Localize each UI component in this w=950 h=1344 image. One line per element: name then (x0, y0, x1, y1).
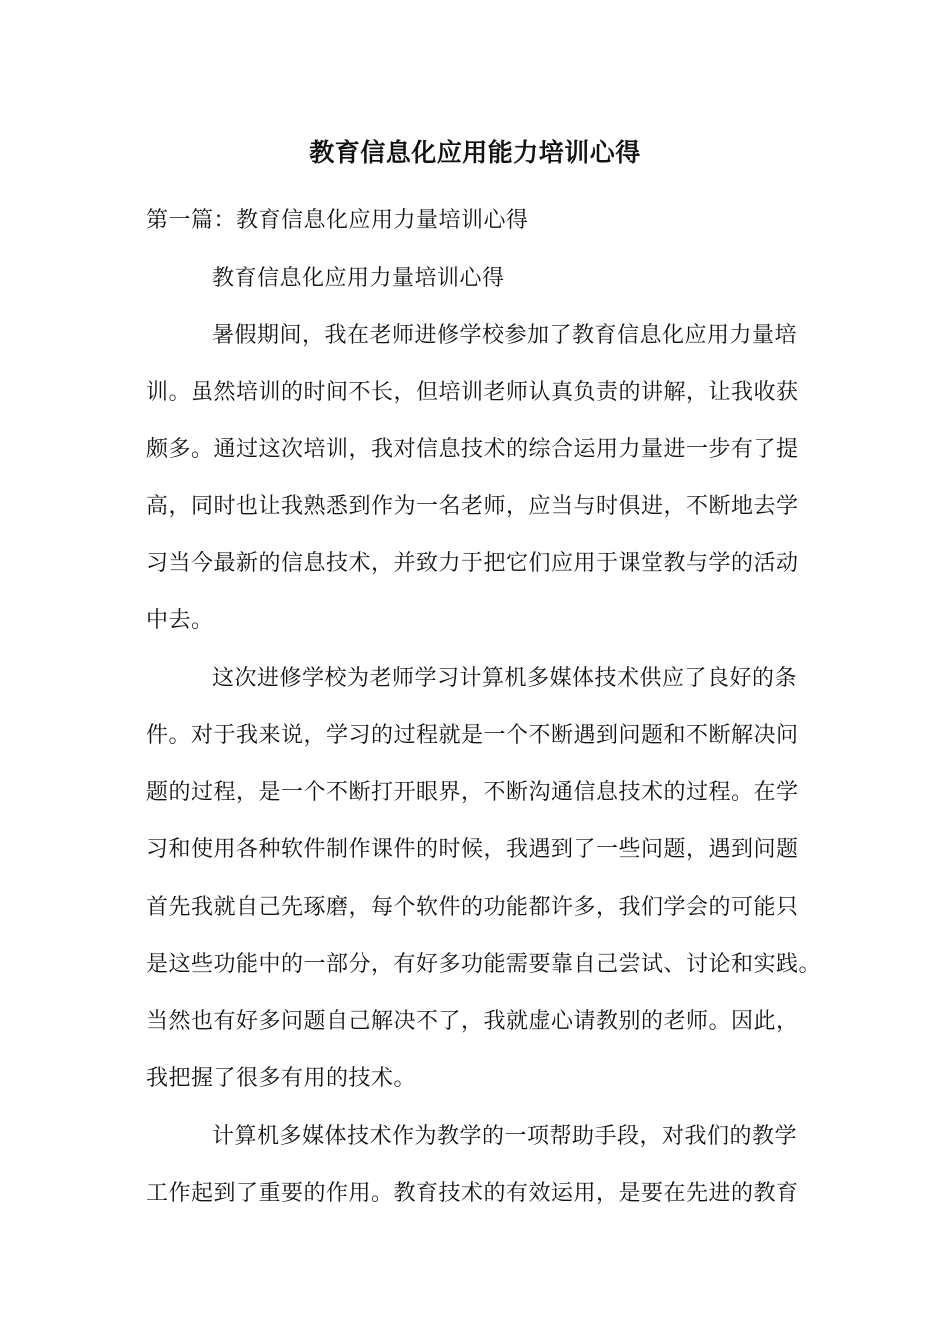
article-subtitle: 教育信息化应用力量培训心得 (212, 266, 505, 291)
paragraph-line: 首先我就自己先琢磨，每个软件的功能都许多，我们学会的可能只 (146, 895, 799, 920)
paragraph-line: 题的过程，是一个不断打开眼界，不断沟通信息技术的过程。在学 (146, 780, 799, 805)
paragraph-line: 当然也有好多问题自己解决不了，我就虚心请教别的老师。因此， (146, 1009, 799, 1034)
paragraph-line: 训。虽然培训的时间不长，但培训老师认真负责的讲解，让我收获 (146, 380, 799, 405)
paragraph-line: 中去。 (146, 608, 214, 633)
paragraph-line: 计算机多媒体技术作为教学的一项帮助手段，对我们的教学 (212, 1124, 798, 1149)
section-heading: 第一篇：教育信息化应用力量培训心得 (146, 208, 529, 233)
paragraph-line: 是这些功能中的一部分，有好多功能需要靠自己尝试、讨论和实践。 (146, 952, 822, 977)
paragraph-line: 高，同时也让我熟悉到作为一名老师，应当与时俱进，不断地去学 (146, 494, 799, 519)
paragraph-line: 工作起到了重要的作用。教育技术的有效运用，是要在先进的教育 (146, 1181, 799, 1206)
paragraph-line: 习和使用各种软件制作课件的时候，我遇到了一些问题，遇到问题 (146, 837, 799, 862)
paragraph-line: 我把握了很多有用的技术。 (146, 1066, 417, 1091)
paragraph-line: 颇多。通过这次培训，我对信息技术的综合运用力量进一步有了提 (146, 437, 799, 462)
paragraph-line: 暑假期间，我在老师进修学校参加了教育信息化应用力量培 (212, 323, 798, 348)
paragraph-line: 这次进修学校为老师学习计算机多媒体技术供应了良好的条 (212, 666, 798, 691)
document-title: 教育信息化应用能力培训心得 (309, 138, 641, 167)
paragraph-line: 件。对于我来说，学习的过程就是一个不断遇到问题和不断解决问 (146, 723, 799, 748)
paragraph-line: 习当今最新的信息技术，并致力于把它们应用于课堂教与学的活动 (146, 551, 799, 576)
